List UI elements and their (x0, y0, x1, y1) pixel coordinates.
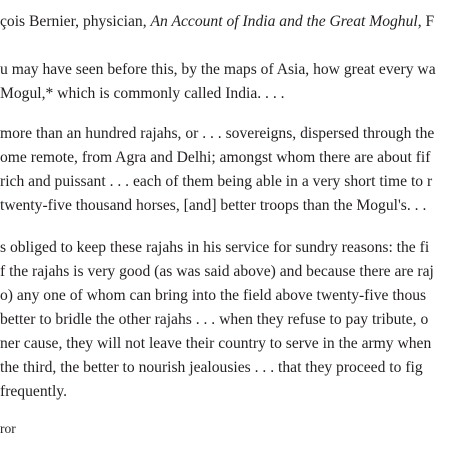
source-title: An Account of India and the Great Moghul (150, 13, 418, 30)
source-suffix: , F (417, 13, 435, 30)
paragraph-2-line-3: rich and puissant . . . each of them being able in a very short time to r (0, 173, 433, 190)
footnote-fragment: ror (0, 421, 16, 436)
paragraph-2-line-1: more than an hundred rajahs, or . . . sovereigns, dispersed through the (0, 125, 435, 142)
paragraph-3-line-6: the third, the better to nourish jealousies . . . that they proceed to fig (0, 359, 423, 376)
paragraph-3-line-2: f the rajahs is very good (as was said above) and because there are raj (0, 263, 434, 280)
paragraph-3-line-1: s obliged to keep these rajahs in his service for sundry reasons: the fi (0, 239, 430, 256)
source-prefix: çois Bernier, physician, (0, 13, 151, 30)
paragraph-2-line-4: twenty-five thousand horses, [and] better troops than the Mogul's. . . (0, 197, 427, 214)
source-citation (0, 10, 434, 34)
paragraph-3-line-5: ner cause, they will not leave their country to serve in the army when (0, 335, 432, 352)
paragraph-3-line-7: frequently. (0, 383, 67, 400)
paragraph-1-line-1: u may have seen before this, by the maps of Asia, how great every wa (0, 61, 436, 78)
paragraph-2-line-2: ome remote, from Agra and Delhi; amongst whom there are about fif (0, 149, 431, 166)
paragraph-1-line-2: Mogul,* which is commonly called India. . . . (0, 85, 285, 102)
paragraph-3-line-4: better to bridle the other rajahs . . . when they refuse to pay tribute, o (0, 311, 429, 328)
paragraph-3-line-3: o) any one of whom can bring into the field above twenty-five thous (0, 287, 427, 304)
